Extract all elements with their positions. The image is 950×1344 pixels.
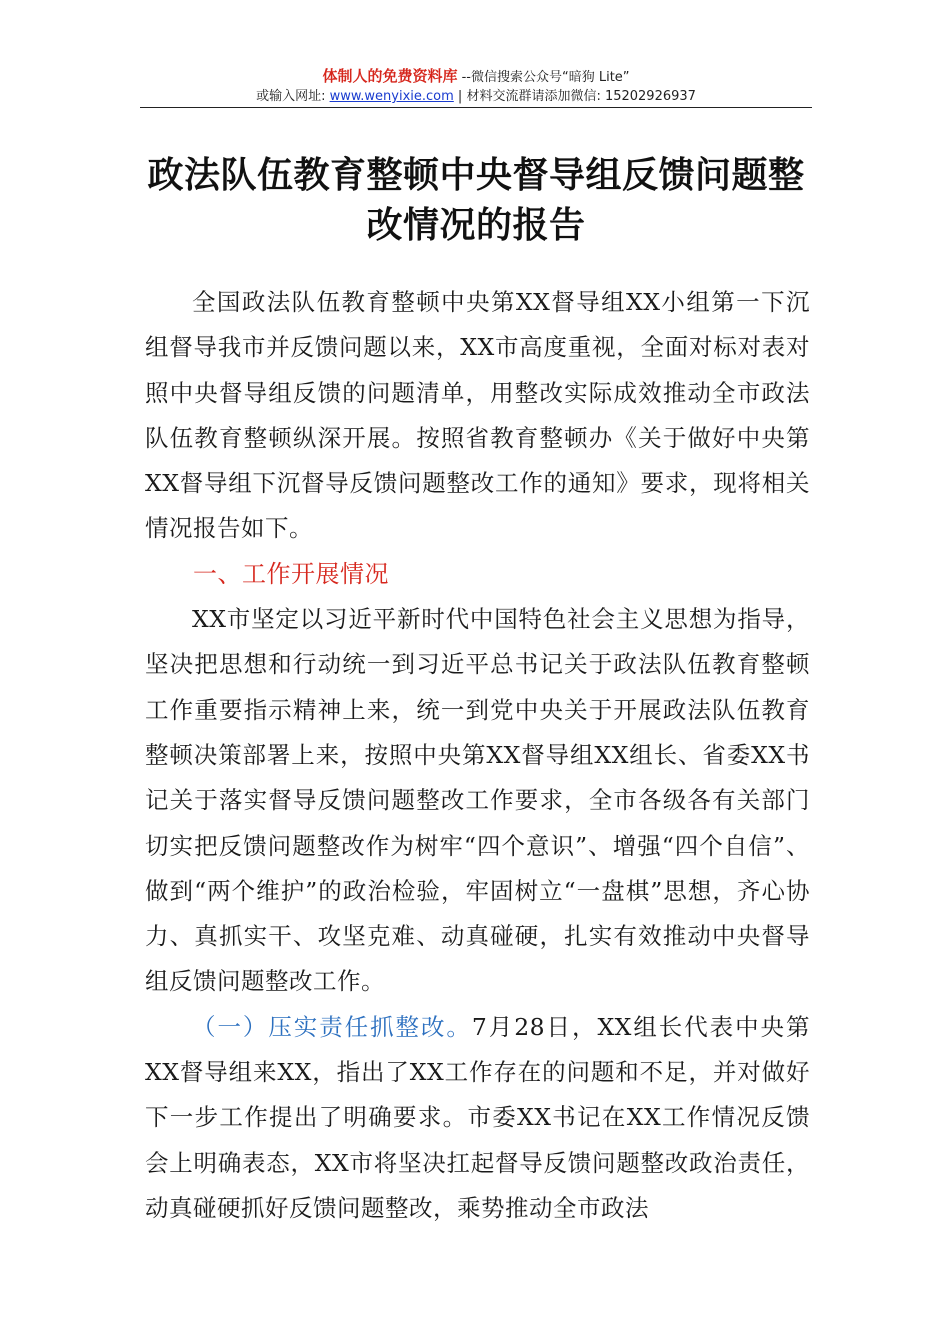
intro-paragraph: 全国政法队伍教育整顿中央第XX督导组XX小组第一下沉组督导我市并反馈问题以来，XX市高度重视，全面对标对表对照中央督导组反馈的问题清单，用整改实际成效推动全市政法队伍教育整顿纵深开展。按照省教育整顿办《关于做好中央第XX督导组下沉督导反馈问题整改工作的通知》要求，现将相关情况报告如下。 bbox=[145, 288, 810, 543]
title-line-2: 改情况的报告 bbox=[366, 204, 586, 246]
header-divider bbox=[140, 107, 812, 108]
header-url-prefix: 或输入网址: bbox=[256, 89, 330, 104]
document-title bbox=[140, 150, 812, 250]
header-banner bbox=[140, 66, 812, 88]
header-contact-suffix: | 材料交流群请添加微信: 15202926937 bbox=[453, 89, 696, 104]
body-paragraph: XX市坚定以习近平新时代中国特色社会主义思想为指导，坚决把思想和行动统一到习近平总书记关于政法队伍教育整顿工作重要指示精神上来，统一到党中央关于开展政法队伍教育整顿决策部署上来，按照中央第XX督导组XX组长、省委XX书记关于落实督导反馈问题整改工作要求，全市各级各有关部门切实把反馈问题整改作为树牢“四个意识”、增强“四个自信”、做到“两个维护”的政治检验，牢固树立“一盘棋”思想，齐心协力、真抓实干、攻坚克难、动真碰硬，扎实有效推动中央督导组反馈问题整改工作。 bbox=[145, 605, 810, 996]
subsection-paragraph bbox=[145, 1005, 810, 1231]
page-header bbox=[140, 66, 812, 106]
header-note: --微信搜索公众号“暗狗 Lite” bbox=[457, 70, 630, 85]
subsection-text: 7月28日，XX组长代表中央第XX督导组来XX，指出了XX工作存在的问题和不足，并对做好下一步工作提出了明确要求。市委XX书记在XX工作情况反馈会上明确表态，XX市将坚决扛起督导反馈问题整改政治责任，动真碰硬抓好反馈问题整改，乘势推动全市政法 bbox=[145, 1012, 810, 1222]
section-heading: 一、工作开展情况 bbox=[193, 559, 389, 588]
subsection-heading: （一）压实责任抓整改。 bbox=[192, 1012, 472, 1041]
header-brand: 体制人的免费资料库 bbox=[322, 67, 458, 85]
header-contact bbox=[140, 88, 812, 106]
title-line-1: 政法队伍教育整顿中央督导组反馈问题整 bbox=[147, 154, 805, 196]
header-url-link[interactable]: www.wenyixie.com bbox=[329, 89, 454, 104]
document-body bbox=[145, 280, 810, 1231]
